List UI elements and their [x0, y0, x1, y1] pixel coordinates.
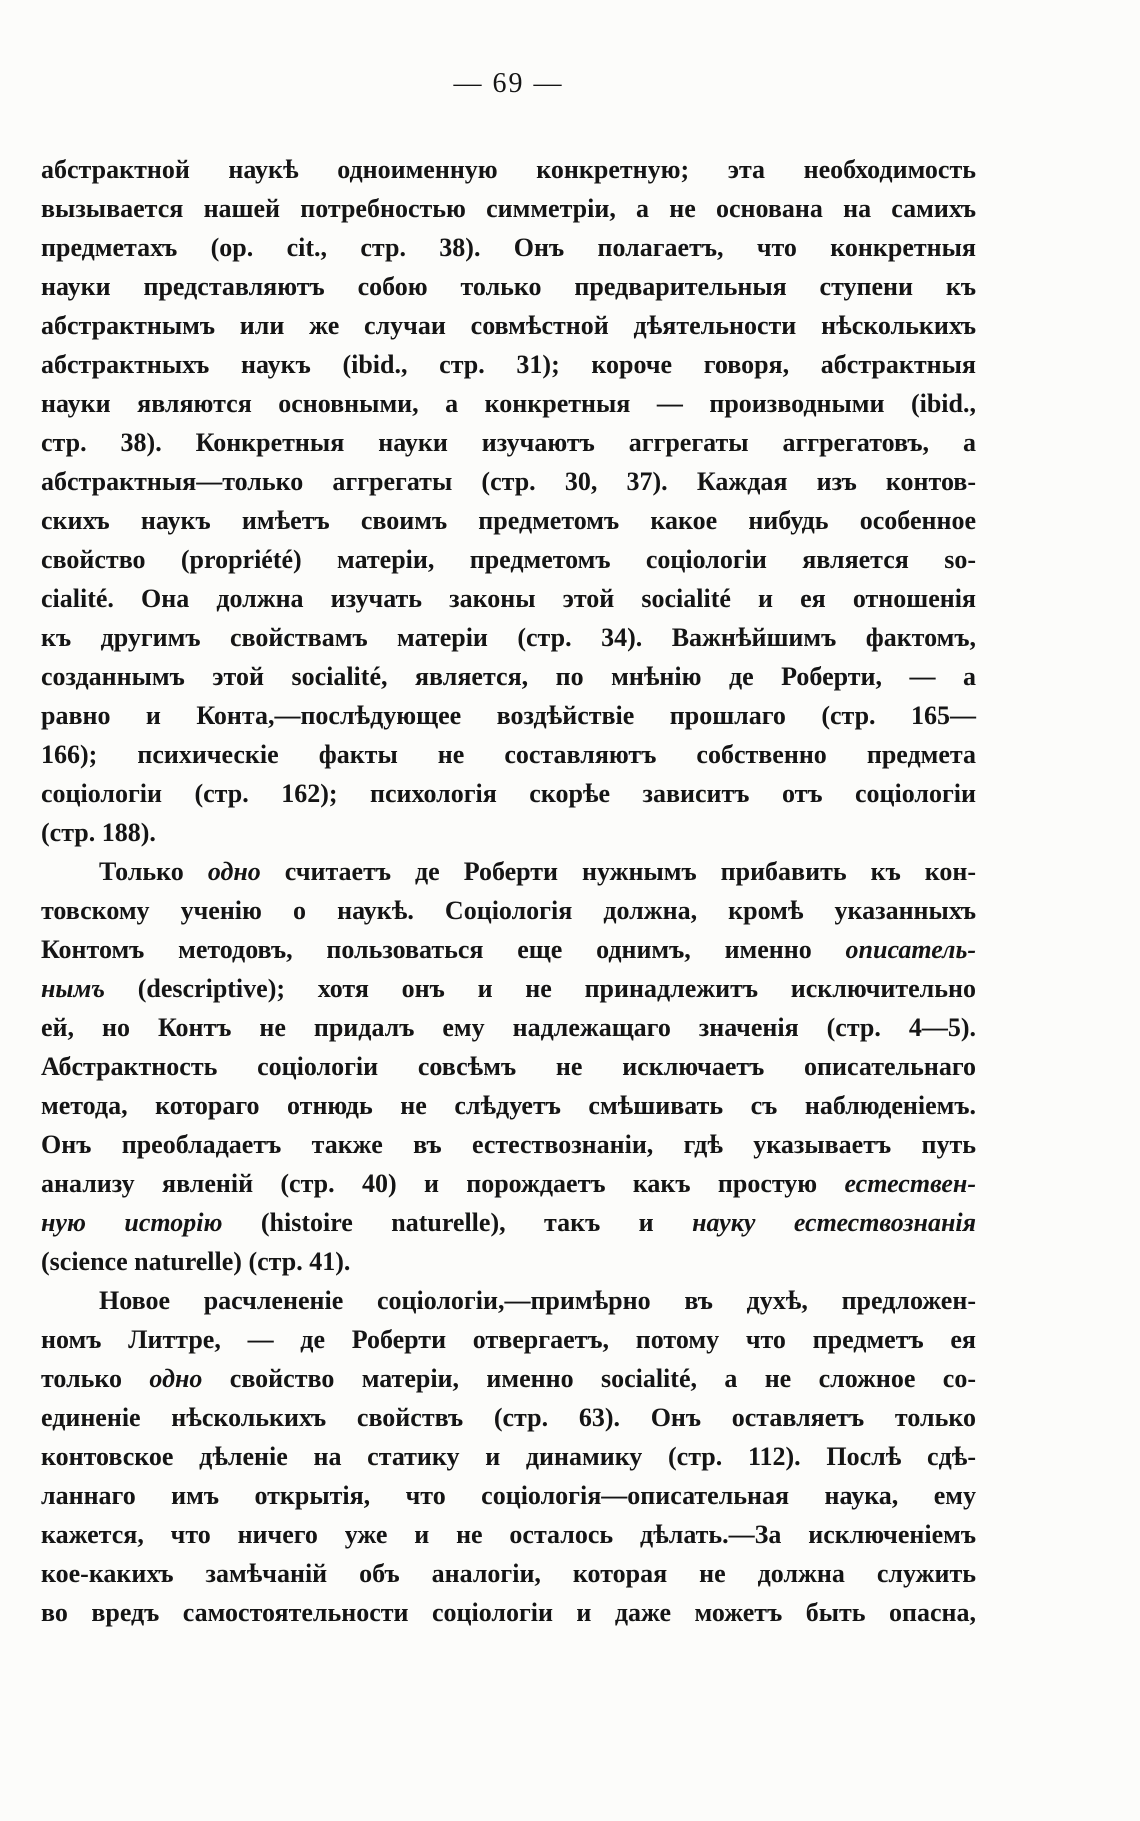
text-segment: свойство (propriété) матеріи, предметомъ соціологіи является so-	[41, 545, 976, 574]
text-line	[41, 1164, 976, 1203]
text-segment: науки являются основными, а конкретныя — производными (ibid.,	[41, 389, 976, 418]
text-segment: Контомъ методовъ, пользоваться еще однимъ, именно	[41, 935, 846, 964]
text-line	[41, 1593, 976, 1632]
text-line	[41, 1437, 976, 1476]
text-segment: единеніе нѣсколькихъ свойствъ (стр. 63). Онъ оставляетъ только	[41, 1403, 976, 1432]
italic-text: нымъ	[41, 974, 105, 1003]
text-line	[41, 423, 976, 462]
text-segment: скихъ наукъ имѣетъ своимъ предметомъ какое нибудь особенное	[41, 506, 976, 535]
text-segment: вызывается нашей потребностью симметріи, а не основана на самихъ	[41, 194, 976, 223]
italic-text: описатель-	[845, 935, 976, 964]
page-number: — 69 —	[453, 68, 564, 99]
text-segment: (science naturelle) (стр. 41).	[41, 1247, 351, 1276]
text-segment: абстрактныя—только аггрегаты (стр. 30, 37). Каждая изъ контов-	[41, 467, 976, 496]
text-segment: Только	[99, 857, 208, 886]
text-line	[41, 306, 976, 345]
text-segment: метода, котораго отнюдь не слѣдуетъ смѣшивать съ наблюденіемъ.	[41, 1091, 976, 1120]
text-line	[41, 735, 976, 774]
text-line	[41, 150, 976, 189]
text-line	[41, 1281, 976, 1320]
text-line	[41, 579, 976, 618]
text-segment: кажется, что ничего уже и не осталось дѣлать.—За исключеніемъ	[41, 1520, 976, 1549]
text-line	[41, 1320, 976, 1359]
text-segment: кое-какихъ замѣчаній объ аналогіи, которая не должна служить	[41, 1559, 976, 1588]
text-segment: равно и Конта,—послѣдующее воздѣйствіе прошлаго (стр. 165—	[41, 701, 976, 730]
paragraph	[41, 852, 976, 1281]
italic-text: ную исторію	[41, 1208, 223, 1237]
text-line	[41, 618, 976, 657]
text-line	[41, 189, 976, 228]
text-segment: абстрактной наукѣ одноименную конкретную; эта необходимость	[41, 155, 976, 184]
body-text	[41, 150, 976, 1632]
text-line	[41, 930, 976, 969]
text-line	[41, 462, 976, 501]
text-line	[41, 774, 976, 813]
paragraph	[41, 1281, 976, 1632]
text-segment: абстрактныхъ наукъ (ibid., стр. 31); короче говоря, абстрактныя	[41, 350, 976, 379]
text-segment: контовское дѣленіе на статику и динамику (стр. 112). Послѣ сдѣ-	[41, 1442, 976, 1471]
text-line	[41, 1515, 976, 1554]
text-segment: Абстрактность соціологіи совсѣмъ не исключаетъ описательнаго	[41, 1052, 976, 1081]
text-segment: къ другимъ свойствамъ матеріи (стр. 34). Важнѣйшимъ фактомъ,	[41, 623, 976, 652]
text-line	[41, 1476, 976, 1515]
text-line	[41, 969, 976, 1008]
text-line	[41, 384, 976, 423]
text-segment: считаетъ де Роберти нужнымъ прибавить къ кон-	[260, 857, 977, 886]
text-segment: cialité. Она должна изучать законы этой socialité и ея отношенія	[41, 584, 976, 613]
text-segment: соціологіи (стр. 162); психологія скорѣе зависитъ отъ соціологіи	[41, 779, 976, 808]
text-segment: анализу явленій (стр. 40) и порождаетъ какъ простую	[41, 1169, 845, 1198]
text-segment: (стр. 188).	[41, 818, 156, 847]
italic-text: одно	[149, 1364, 203, 1393]
text-segment: (descriptive); хотя онъ и не принадлежитъ исключительно	[104, 974, 976, 1003]
text-segment: свойство матеріи, именно socialité, а не сложное со-	[202, 1364, 976, 1393]
text-segment: созданнымъ этой socialité, является, по мнѣнію де Роберти, — а	[41, 662, 976, 691]
text-line	[41, 501, 976, 540]
text-line	[41, 345, 976, 384]
text-line	[41, 657, 976, 696]
text-segment: 166); психическіе факты не составляютъ собственно предмета	[41, 740, 976, 769]
text-line	[41, 540, 976, 579]
text-segment: ей, но Контъ не придалъ ему надлежащаго значенія (стр. 4—5).	[41, 1013, 976, 1042]
italic-text: естествен-	[844, 1169, 976, 1198]
text-segment: Новое расчлененіе соціологіи,—примѣрно въ духѣ, предложен-	[99, 1286, 976, 1315]
text-segment: товскому ученію о наукѣ. Соціологія должна, кромѣ указанныхъ	[41, 896, 976, 925]
text-segment: стр. 38). Конкретныя науки изучаютъ аггрегаты аггрегатовъ, а	[41, 428, 976, 457]
text-line	[41, 891, 976, 930]
text-segment: во вредъ самостоятельности соціологіи и даже можетъ быть опасна,	[41, 1598, 976, 1627]
text-line	[41, 696, 976, 735]
text-line	[41, 813, 976, 852]
text-segment: науки представляютъ собою только предварительныя ступени къ	[41, 272, 976, 301]
text-segment: (histoire naturelle), такъ и	[222, 1208, 693, 1237]
text-line	[41, 267, 976, 306]
text-line	[41, 1047, 976, 1086]
text-line	[41, 1125, 976, 1164]
text-line	[41, 1008, 976, 1047]
italic-text: одно	[207, 857, 261, 886]
text-segment: Онъ преобладаетъ также въ естествознаніи, гдѣ указываетъ путь	[41, 1130, 976, 1159]
text-line	[41, 1554, 976, 1593]
text-segment: только	[41, 1364, 150, 1393]
text-line	[41, 1359, 976, 1398]
text-segment: ланнаго имъ открытія, что соціологія—описательная наука, ему	[41, 1481, 976, 1510]
text-line	[41, 1398, 976, 1437]
italic-text: науку естествознанія	[692, 1208, 976, 1237]
text-segment: абстрактнымъ или же случаи совмѣстной дѣятельности нѣсколькихъ	[41, 311, 976, 340]
text-segment: предметахъ (op. cit., стр. 38). Онъ полагаетъ, что конкретныя	[41, 233, 976, 262]
text-line	[41, 1086, 976, 1125]
paragraph	[41, 150, 976, 852]
text-line	[41, 228, 976, 267]
text-line	[41, 1203, 976, 1242]
text-line	[41, 1242, 976, 1281]
text-line	[41, 852, 976, 891]
text-segment: номъ Литтре, — де Роберти отвергаетъ, потому что предметъ ея	[41, 1325, 976, 1354]
